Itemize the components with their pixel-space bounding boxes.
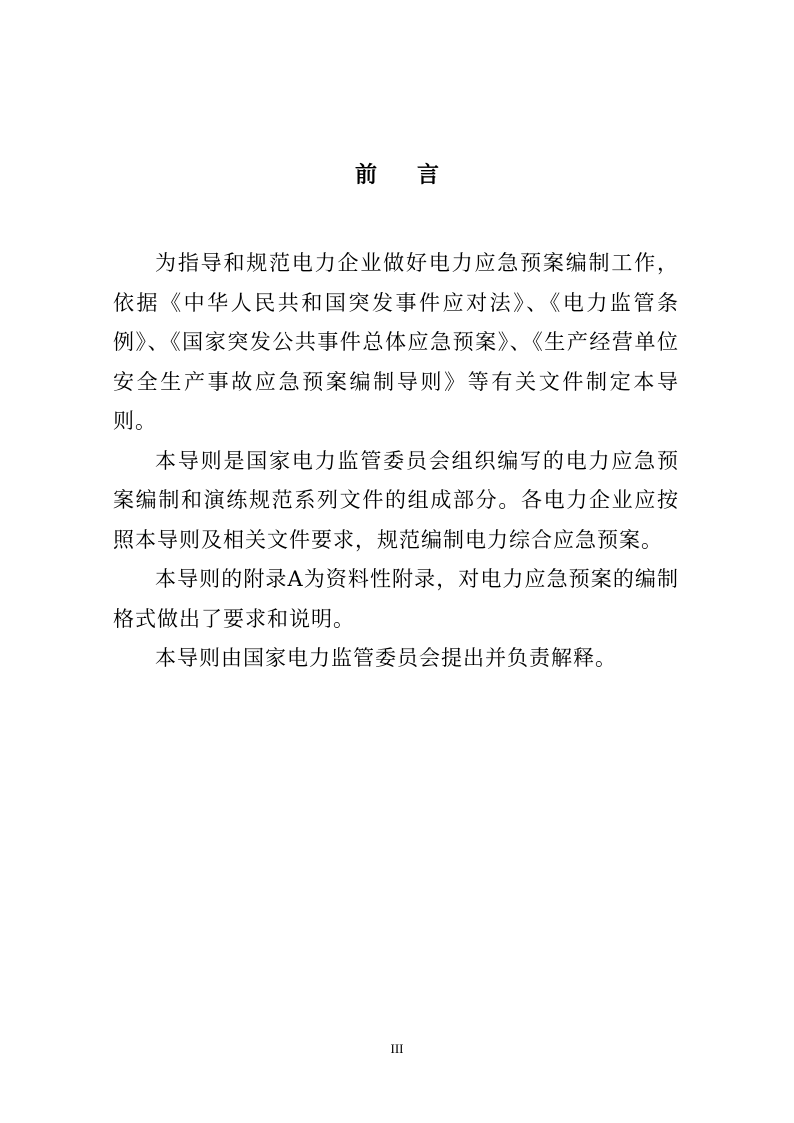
paragraph-appendix: 本导则的附录A为资料性附录，对电力应急预案的编制格式做出了要求和说明。: [113, 567, 679, 631]
paragraph-purpose: 为指导和规范电力企业做好电力应急预案编制工作，依据《中华人民共和国突发事件应对法》、《电力监管条例》、《国家突发公共事件总体应急预案》、《生产经营单位安全生产事故应急预案编制导则》等有关文件制定本导则。: [113, 251, 679, 433]
paragraph-interpretation: 本导则由国家电力监管委员会提出并负责解释。: [155, 646, 617, 670]
paragraph-scope: 本导则是国家电力监管委员会组织编写的电力应急预案编制和演练规范系列文件的组成部分。各电力企业应按照本导则及相关文件要求，规范编制电力综合应急预案。: [113, 448, 679, 552]
body-text: [113, 244, 679, 679]
page-title: 前言: [354, 162, 479, 188]
page-number: III: [390, 1041, 404, 1056]
